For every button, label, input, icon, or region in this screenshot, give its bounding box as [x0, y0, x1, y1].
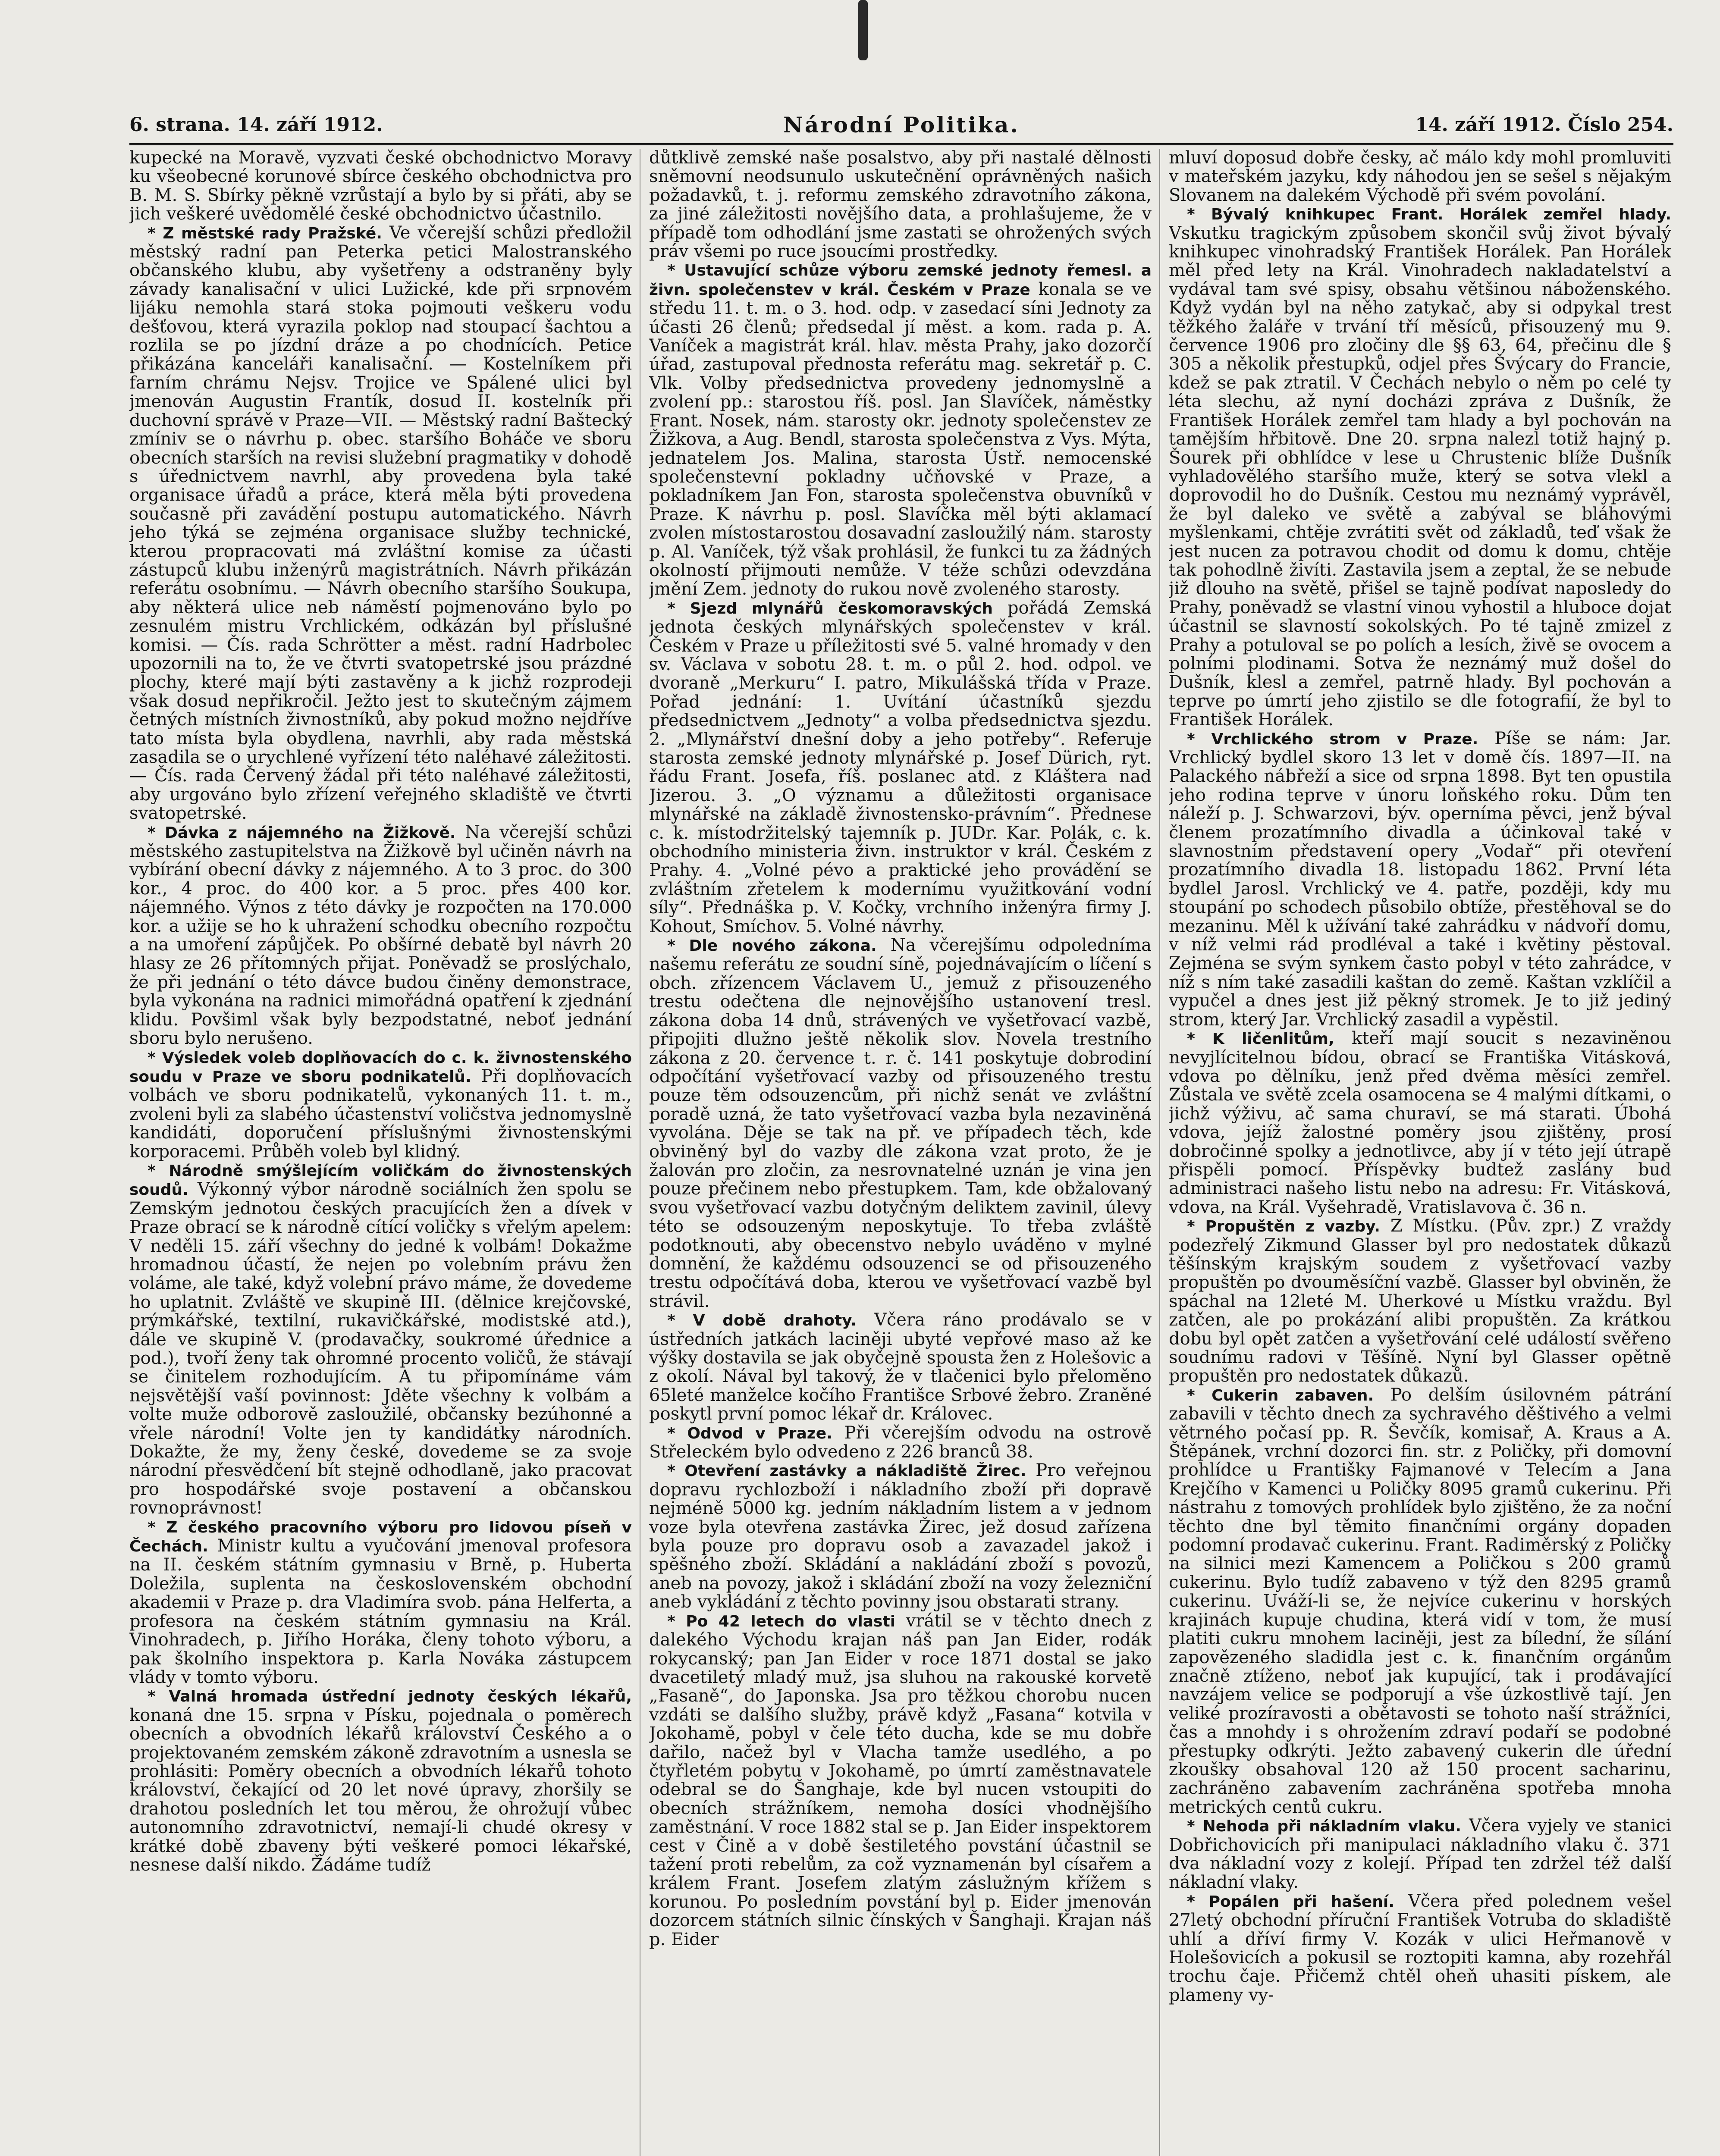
article-kicker: * Bývalý knihkupec Frant. Horálek zemřel hlady.: [1187, 206, 1671, 224]
article-paragraph: [1169, 1892, 1671, 2005]
article-paragraph: [649, 1461, 1152, 1611]
article-paragraph: [129, 224, 632, 823]
page-header: [129, 110, 1673, 140]
article-text: konaná dne 15. srpna v Písku, pojednala o poměrech obecních a obvodních lékařů království Českého a o projektovaném zemském zákoně zdravotním a usnesla se prohlásiti: Poměry obecních a obvodních lékařů tohoto království, čekající od 20 let nové úpravy, zhoršily se drahotou posledních let tou měrou, že ohrožují vůbec autonomního zdravotnictví, nemají-li chudé okresy v krátké době zbaveny býti veškeré pomoci lékařské, nesnese další nikdo. Žádáme tudíž: [129, 1705, 632, 1875]
header-issue-number: 14. září 1912. Číslo 254.: [1415, 114, 1673, 136]
article-paragraph: [129, 1161, 632, 1518]
article-paragraph: [649, 261, 1152, 599]
masthead-title: Národní Politika.: [783, 112, 1020, 138]
article-text: pořádá Zemská jednota českých mlynářských společenstev v král. Českém v Praze u příležitosti své 5. valné hromady v den sv. Václava v sobotu 28. t. m. o půl 2. hod. odpol. ve dvoraně „Merkuru“ I. patro, Mikulášská třída v Praze. Pořad jednání: 1. Uvítání účastníků sjezdu předsednictvem „Jednoty“ a volba předsednictva sjezdu. 2. „Mlynářství dnešní doby a jeho potřeby“. Referuje starosta zemské jednoty mlynářské p. Josef Dürich, ryt. řádu Frant. Josefa, říš. poslanec atd. z Kláštera nad Jizerou. 3. „O významu a důležitosti organisace mlynářské na základě živnostensko-právním“. Přednese c. k. místodržitelský tajemník p. JUDr. Kar. Polák, c. k. obchodního ministeria živn. instruktor v král. Českém z Prahy. 4. „Volné pévo a praktické jeho provádění se zvláštním zřetelem k modernímu využitkování vodní síly“. Přednáška p. V. Kočky, vrchního inženýra firmy J. Kohout, Smíchov. 5. Volné návrhy.: [649, 598, 1152, 937]
article-paragraph: [129, 823, 632, 1048]
article-kicker: * Z českého pracovního výboru pro lidovou píseň v Čechách.: [129, 1518, 632, 1556]
article-kicker: * Popálen při hašení.: [1187, 1893, 1394, 1911]
article-text: Pro veřejnou dopravu rychlozboží i nákladního zboží při dopravě nejméně 5000 kg. jedním nákladním listem a v jednom voze byla otevřena zastávka Žirec, jež dosud zařízena byla pouze pro dopravu osob a zavazadel jakož i spěšného zboží. Skládání a nakládání zboží s povozů, aneb na povozy, jakož i skládání zboží na vozy železniční aneb vykládání z těchto povinny jsou obstarati strany.: [649, 1460, 1152, 1612]
article-text: důtklivě zemské naše posalstvo, aby při nastalé dělnosti sněmovní neodsunulo uskutečnění oprávněných našich požadavků, t. j. reformu zemského zdravotního zákona, za jiné záležitosti novějšího data, a prohlašujeme, že v případě tom odhodlání jsme zastati se ohrožených svých práv všemi po ruce jsoucími prostředky.: [649, 149, 1152, 262]
article-paragraph: [129, 1048, 632, 1161]
header-page-date: 6. strana. 14. září 1912.: [129, 114, 383, 136]
article-text: Výkonný výbor národně sociálních žen spolu se Zemským jednotou českých pracujících žen a dívek v Praze obrací se k národně cítící voličky s vřelým apelem: V neděli 15. září všechny do jedné k volbám! Dokažme hromadnou účastí, že nejen po volebním právu žen voláme, ale také, když volební právo máme, že dovedeme ho uplatnit. Zvláště ve skupině III. (dělnice krejčovské, prýmkářské, textilní, rukavičkářské, modistské atd.), dále ve skupině V. (prodavačky, soukromé úřednice a pod.), tvoří ženy tak ohromné procento voličů, že stávají se činitelem rozhodujícím. A tu připomínáme vám nejsvětější vaší povinnost: Jděte všechny k volbám a volte muže odborově zasloužilé, občansky bezúhonné a vřele národní! Volte jen ty kandidátky národních. Dokažte, že my, ženy české, dovedeme se za svoje národní přesvědčení bít stejně odhodlaně, jako pracovat pro hospodářské svoje postavení a občanskou rovnoprávnost!: [129, 1179, 632, 1518]
article-kicker: * Cukerin zabaven.: [1187, 1386, 1374, 1404]
article-kicker: * Odvod v Praze.: [667, 1424, 832, 1442]
article-paragraph: [649, 599, 1152, 936]
article-paragraph: [649, 149, 1152, 261]
article-text: Vskutku tragickým způsobem skončil svůj život bývalý knihkupec vinohradský František Horálek. Pan Horálek měl před lety na Král. Vinohradech nakladatelství a vydával tam své spisy, obsahu většinou náboženského. Když vydán byl na něho zatykač, aby si odpykal trest těžkého žaláře v trvání tří měsíců, přisouzený mu 9. července 1906 pro zločiny dle §§ 63, 64, přečinu dle § 305 a několik přestupků, odjel přes Švýcary do Francie, kdež se pak ztratil. V Čechách nebylo o něm po celé ty léta slechu, až nyní docházi zpráva z Dušník, že František Horálek zemřel tam hlady a byl pochován na tamějším hřbitově. Dne 20. srpna nalezl totiž hajný p. Šourek při obhlídce v lese u Chrustenic blíže Dušník vyhladovělého staršího muže, který se sotva vlekl a doprovodil ho do Dušník. Cestou mu neznámý vyprávěl, že byl daleko ve světě a zabýval se bláhovými myšlenkami, chtěje zvrátiti svět od základů, teď však že jest nucen za potravou chodit od domu k domu, chtěje tak pohodlně živíti. Zastavila jsem a zeptal, že se nebude již dlouho na světě, přišel se tajně podívat naposledy do Prahy, poněvadž se vlastní vinou vyhostil a hluboce dojat účastnil se slavností sokolských. Po té tajně zmizel z Prahy a potuloval se po polích a lesích, živě se ovocem a polními plodinami. Sotva že neznámý muž došel do Dušník, klesl a zemřel, patrně hlady. Byl pochován a teprve po úmrtí jeho zjistilo se dle fotografií, že byl to František Horálek.: [1169, 223, 1671, 730]
article-paragraph: [129, 1518, 632, 1687]
article-text: Z Místku. (Pův. zpr.) Z vraždy podezřelý Zikmund Glasser byl pro nedostatek důkazů těšínským krajským soudem z vyšetřovací vazby propuštěn po dvouměsíční vazbě. Glasser byl obviněn, že spáchal na 12leté M. Uherkové u Místku vraždu. Byl zatčen, ale po prokázání alibi propuštěn. Za krátkou dobu byl opět zatčen a vyšetřování celé událostí svěřeno soudnímu radovi v Těšíně. Nyní byl Glasser opětně propuštěn pro nedostatek důkazů.: [1169, 1216, 1671, 1386]
article-paragraph: [1169, 1386, 1671, 1817]
ink-blot: [858, 0, 868, 60]
article-kicker: * V době drahoty.: [667, 1312, 857, 1330]
article-text: Při doplňovacích volbách ve sboru podnikatelů, vykonaných 11. t. m., zvoleni byli za slabého účastenství voličstva jednomyslně kandidáti, doporučení příslušnými živnostenskými korporacemi. Průběh voleb byl klidný.: [129, 1066, 632, 1162]
column-divider: [1159, 149, 1160, 2156]
article-kicker: * Dle nového zákona.: [667, 937, 877, 955]
article-text: kupecké na Moravě, vyzvati české obchodnictvo Moravy ku všeobecné korunové sbírce českého obchodnictva pro B. M. S. Sbírky pěkně vzrůstají a bylo by si přáti, aby se jich veškeré uvědomělé české obchodnictvo účastnilo.: [129, 149, 632, 224]
article-kicker: * Nehoda při nákladním vlaku.: [1187, 1818, 1461, 1836]
article-kicker: * K ličenlitům,: [1187, 1030, 1334, 1048]
article-kicker: * Otevření zastávky a nákladiště Žirec.: [667, 1462, 1026, 1480]
article-paragraph: [649, 936, 1152, 1311]
article-paragraph: [1169, 1817, 1671, 1892]
text-column-2: [649, 149, 1152, 2156]
article-text: mluví doposud dobře česky, ač málo kdy mohl promluviti v mateřském jazyku, kdy náhodou jen se sešel s nějakým Slovanem na dalekém Východě při svém povolání.: [1169, 149, 1671, 205]
article-paragraph: [1169, 730, 1671, 1030]
article-text: Včera vyjely ve stanici Dobřichovicích při manipulaci nákladního vlaku č. 371 dva nákladní vozy z kolejí. Případ ten zdržel též další nákladní vlaky.: [1169, 1816, 1671, 1893]
article-paragraph: [1169, 149, 1671, 205]
article-text: Při včerejším odvodu na ostrově Střeleckém bylo odvedeno z 226 branců 38.: [649, 1423, 1152, 1462]
article-kicker: * Sjezd mlynářů českomoravských: [667, 599, 993, 617]
article-kicker: * Vrchlického strom v Praze.: [1187, 730, 1478, 748]
article-text: Píše se nám: Jar. Vrchlický bydlel skoro 13 let v domě čís. 1897—II. na Palackého nábřeží a sice od srpna 1898. Byt ten opustila jeho rodina teprve v únoru loňského roku. Dům ten náleží p. J. Schwarzovi, býv. operníma pěvci, jenž býval členem prozatímního divadla a účinkoval také v slavnostním představení opery „Vodař“ při otevření prozatímního divadla 18. listopadu 1862. První léta bydlel Jarosl. Vrchlický ve 4. patře, později, kdy mu stoupání po schodech působilo obtíže, přestěhoval se do mezaninu. Měl k užívání také zahrádku v nádvoří domu, v níž velmi rád prodléval a také i květiny pěstoval. Zejména se svým synkem často pobyl v této zahrádce, v níž s ním také zasadili kaštan do země. Kaštan vzklíčil a vypučel a dnes jest již pěkný stromek. Je to již jediný strom, který Jar. Vrchlický zasadil a vypěstil.: [1169, 728, 1671, 1030]
header-rule: [129, 143, 1673, 145]
article-paragraph: [649, 1612, 1152, 1949]
article-kicker: * Dávka z nájemného na Žižkově.: [148, 824, 456, 842]
article-kicker: * Výsledek voleb doplňovacích do c. k. živnostenského soudu v Praze ve sboru podnikatelů.: [129, 1049, 632, 1086]
article-text: Ve včerejší schůzi předložil městský radní pan Peterka petici Malostranského občanského klubu, aby vyšetřeny a odstraněny byly závady kanalisační v ulici Lužické, kde při srpnovém lijáku nemohla stará stoka pojmouti veškeru vodu dešťovou, která vyrazila poklop nad stoupací šachtou a rozlila se po jízdní dráze a po chodnících. Petice přikázána kanceláři kanalisační. — Kostelníkem při farním chrámu Nejsv. Trojice ve Spálené ulici byl jmenován Augustin Frantík, dosud II. kostelník při duchovní správě v Praze—VII. — Městský radní Baštecký zmíniv se o návrhu p. obec. staršího Boháče ve sboru obecních starších na revisi služební pragmatiky v dohodě s úřednictvem navrhl, aby provedena byla také organisace úřadů a práce, která měla býti provedena současně při zavádění postupu automatického. Návrh jeho týká se zejména organisace služby technické, kterou propracovati má zvláštní komise za účasti zástupců klubu inženýrů magistrátních. Návrh přikázán referátu osobnímu. — Návrh obecního staršího Soukupa, aby některá ulice neb náměstí pojmenováno bylo po zesnulém mistru Vrchlickém, odkázán byl příslušné komisi. — Čís. rada Schrötter a měst. radní Hadrbolec upozornili na to, že ve čtvrti svatopetrské jsou prázdné plochy, které mají býti zastavěny a k jichž rozprodeji však dosud nepřikročil. Ježto jest to skutečným zájmem četných místních živnostníků, aby pokud možno nejdříve tato místa byla obydlena, navrhli, aby rada městská zasadila se o urychlené vyřízení této naléhavé záležitosti. — Čís. rada Červený žádal při této naléhavé záležitosti, aby urgováno bylo zřízení veřejného skladiště ve čtvrti svatopetrské.: [129, 222, 632, 824]
article-kicker: * Propuštěn z vazby.: [1187, 1218, 1380, 1236]
article-text: konala se ve středu 11. t. m. o 3. hod. odp. v zasedací síni Jednoty za účasti 26 členů; předsedal jí měst. a kom. rada p. A. Vaníček a magistrát král. hlav. města Prahy, jako dozorčí úřad, zastupoval přednosta referátu mag. sekretář p. C. Vlk. Volby předsednictva provedeny jednomyslně a zvolení pp.: starostou říš. posl. Jan Slavíček, náměstky Frant. Nosek, nám. starosty okr. jednoty společenstev ze Žižkova, a Aug. Bendl, starosta společenstva z Vys. Mýta, jednatelem Jos. Malina, starosta Ústř. nemocenské společenstevní pokladny učňovské v Praze, a pokladníkem Jan Fon, starosta společenstva obuvníků v Praze. K návrhu p. posl. Slavíčka měl býti aklamací zvolen místostarostou dosavadní zasloužilý nám. starosty p. Al. Vaníček, týž však prohlásil, že funkci tu za žádných okolností přijmouti nemůže. V téže schůzi odevzdána jmění Zem. jednoty do rukou nově zvoleného starosty.: [649, 279, 1152, 599]
article-text: Na včerejší schůzi městského zastupitelstva na Žižkově byl učiněn návrh na vybírání obecní dávky z nájemného. A to 3 proc. do 300 kor., 4 proc. do 400 kor. a 5 proc. přes 400 kor. nájemného. Výnos z této dávky je rozpočten na 170.000 kor. a užije se ho k uhražení schodku obecního rozpočtu a na umoření zápůjček. Po obšírné debatě byl návrh 20 hlasy ze 26 přítomných přijat. Poněvadž se proslýchalo, že při jednání o této dávce budou činěny demonstrace, byla vykonána na radnici mimořádná opatření k zjednání klidu. Povšiml však byly bezpodstatné, neboť jednání sboru bylo nerušeno.: [129, 822, 632, 1049]
article-paragraph: [1169, 1217, 1671, 1386]
article-paragraph: [129, 1687, 632, 1874]
article-kicker: * Po 42 letech do vlasti: [667, 1612, 896, 1630]
article-paragraph: [1169, 205, 1671, 729]
article-paragraph: [649, 1311, 1152, 1423]
article-paragraph: [649, 1424, 1152, 1462]
article-text: Po delším úsilovném pátrání zabavili v těchto dnech za sychravého děštivého a velmi větrného počasí pp. R. Ševčík, komisař, A. Kraus a A. Štěpánek, vrchní dozorci fin. str. z Poličky, při domovní prohlídce u Františky Fajmanové v Telecím a Jana Krejčího v Kamenci u Poličky 8095 gramů cukerinu. Při nástrahu z tomových prohlídek bylo zjištěno, že za noční těchto dne byl těmito finančními orgány dopaden podomní prodavač cukerinu. Frant. Radiměrský z Poličky na silnici mezi Kamencem a Poličkou s 200 gramů cukerinu. Bylo tudíž zabaveno v týž den 8295 gramů cukerinu. Uváží-li se, že nejvíce cukerinu v horských krajinách kupuje chudina, která vidí v tom, že musí platiti cukru mnohem laciněji, jest za bílední, že sílání zapovězeného sladidla jest c. k. finančním orgánům značně ztíženo, neboť jak kupující, tak i prodávající navzájem velice se podporují a vše úzkostlivě tají. Jen veliké prozíravosti a obětavosti se tohoto naší strážníci, čas a mnohdy i s ohrožením zdraví podaří se podobné přestupky odkrýti. Ježto zabavený cukerin dle úřední zkoušky obsahoval 120 až 150 procent sacharinu, zachráněno zabavením zachráněna spotřeba mnoha metrických centů cukru.: [1169, 1385, 1671, 1817]
text-column-1: [129, 149, 632, 2156]
article-kicker: * Národně smýšlejícím voličkám do živnostenských soudů.: [129, 1162, 632, 1199]
article-paragraph: [1169, 1029, 1671, 1217]
text-column-3: [1169, 149, 1671, 2156]
article-text: Na včerejšímu odpoledníma našemu referátu ze soudní síně, pojednávajícím o líčení s obch. zřízencem Václavem U., jemuž z přisouzeného trestu odečtena dle nejnovějšího ustanovení tresl. zákona doba 14 dnů, strávených ve vyšetřovací vazbě, připojiti dlužno ještě několik slov. Novela trestního zákona z 20. července t. r. č. 141 poskytuje dobrodiní odpočítání vyšetřovací vazby od přisouzeného trestu pouze těm odsouzencům, při nichž senát ve zvláštní poradě uzná, že tato vyšetřovací vazba byla nezaviněná vyvolána. Děje se tak na př. ve případech těch, kde obviněný byl do vazby dle zákona vzat proto, že je žalován pro zločin, za nesrovnatelné uznán je vina jen pouze přečinem nebo přestupkem. Tam, kde obžalovaný svou vyšetřovací vazbu dotyčným deliktem zavinil, úlevy této se odsouzeným neposkytuje. To třeba zvláště podotknouti, aby obecenstvo nebylo uváděno v mylné domnění, že každému odsouzenci se od přisouzeného trestu odpočítává doba, kterou ve vyšetřovací vazbě byl strávil.: [649, 935, 1152, 1311]
article-text: vrátil se v těchto dnech z dalekého Východu krajan náš pan Jan Eider, rodák rokycanský; pan Jan Eider v roce 1871 dostal se jako dvacetiletý mladý muž, jsa sluhou na rakouské korvetě „Fasaně“, do Japonska. Jsa pro těžkou chorobu nucen vzdáti se dalšího služby, právě když „Fasana“ kotvila v Jokohamě, pobyl v čele této ducha, kde se mu dobře dařilo, načež byl v Vlacha tamže usedlého, a po čtyřletém pobytu v Jokohamě, po úmrtí zaměstnavatele odebral se do Šanghaje, kde byl nucen vstoupiti do obecních strážníkem, nemoha dosíci vhodnějšího zaměstnání. V roce 1882 stal se p. Jan Eider inspektorem cest v Čině a v době šestiletého povstání účastnil se tažení proti rebelům, za což vyznamenán byl císařem a králem Frant. Josefem zlatým záslužným křížem s korunou. Po posledním povstání byl p. Eider jmenován dozorcem státních silnic čínských v Šanghaji. Krajan náš p. Eider: [649, 1611, 1152, 1949]
article-text: Včera před polednem vešel 27letý obchodní příruční František Votruba do skladiště uhlí a dříví firmy V. Kozák v ulici Heřmanově v Holešovicích a pokusil se roztopiti kamna, aby rozehřál trochu čaje. Přičemž chtěl oheň uhasiti pískem, ale plameny vy-: [1169, 1891, 1671, 2005]
article-kicker: * Valná hromada ústřední jednoty českých lékařů,: [148, 1688, 632, 1706]
article-paragraph: [129, 149, 632, 224]
article-kicker: * Ustavující schůze výboru zemské jednoty řemesl. a živn. společenstev v král. Českém v Praze: [649, 262, 1152, 299]
article-text: Ministr kultu a vyučování jmenoval profesora na II. českém státním gymnasiu v Brně, p. Huberta Doležila, suplenta na československém obchodní akademii v Praze p. dra Vladimíra svob. pána Helferta, a profesora na českém státním gymnasiu na Král. Vinohradech, p. Jiřího Horáka, členy tohoto výboru, a pak školního inspektora p. Karla Nováka zástupcem vlády v tomto výboru.: [129, 1536, 632, 1687]
article-text: Včera ráno prodávalo se v ústředních jatkách laciněji ubyté vepřové maso až ke výšky dostavila se jak obyčejně spousta žen z Holešovic a z okolí. Nával byl takový, že v tlačenici bylo přeloměno 65leté manželce kočího Františce Srbové žebro. Zraněné poskytl první pomoc lékař dr. Královec.: [649, 1310, 1152, 1424]
article-kicker: * Z městské rady Pražské.: [148, 224, 382, 242]
article-text: kteří mají soucit s nezaviněnou nevyjlícitelnou bídou, obrací se Františka Vitásková, vdova po dělníku, jenž před dvěma měsíci zemřel. Zůstala ve světě zcela osamocena se 4 malými dítkami, o jichž výživu, ač sama churaví, se má starati. Úbohá vdova, jejíž žalostné poměry jsou zjištěny, prosí dobročinné spolky a jednotlivce, aby jí v této její útrapě přispěli pomocí. Příspěvky budtež zaslány buď administraci našeho listu nebo na adresu: Fr. Vitásková, vdova, na Král. Vyšehradě, Vratislavova č. 36 n.: [1169, 1028, 1671, 1217]
